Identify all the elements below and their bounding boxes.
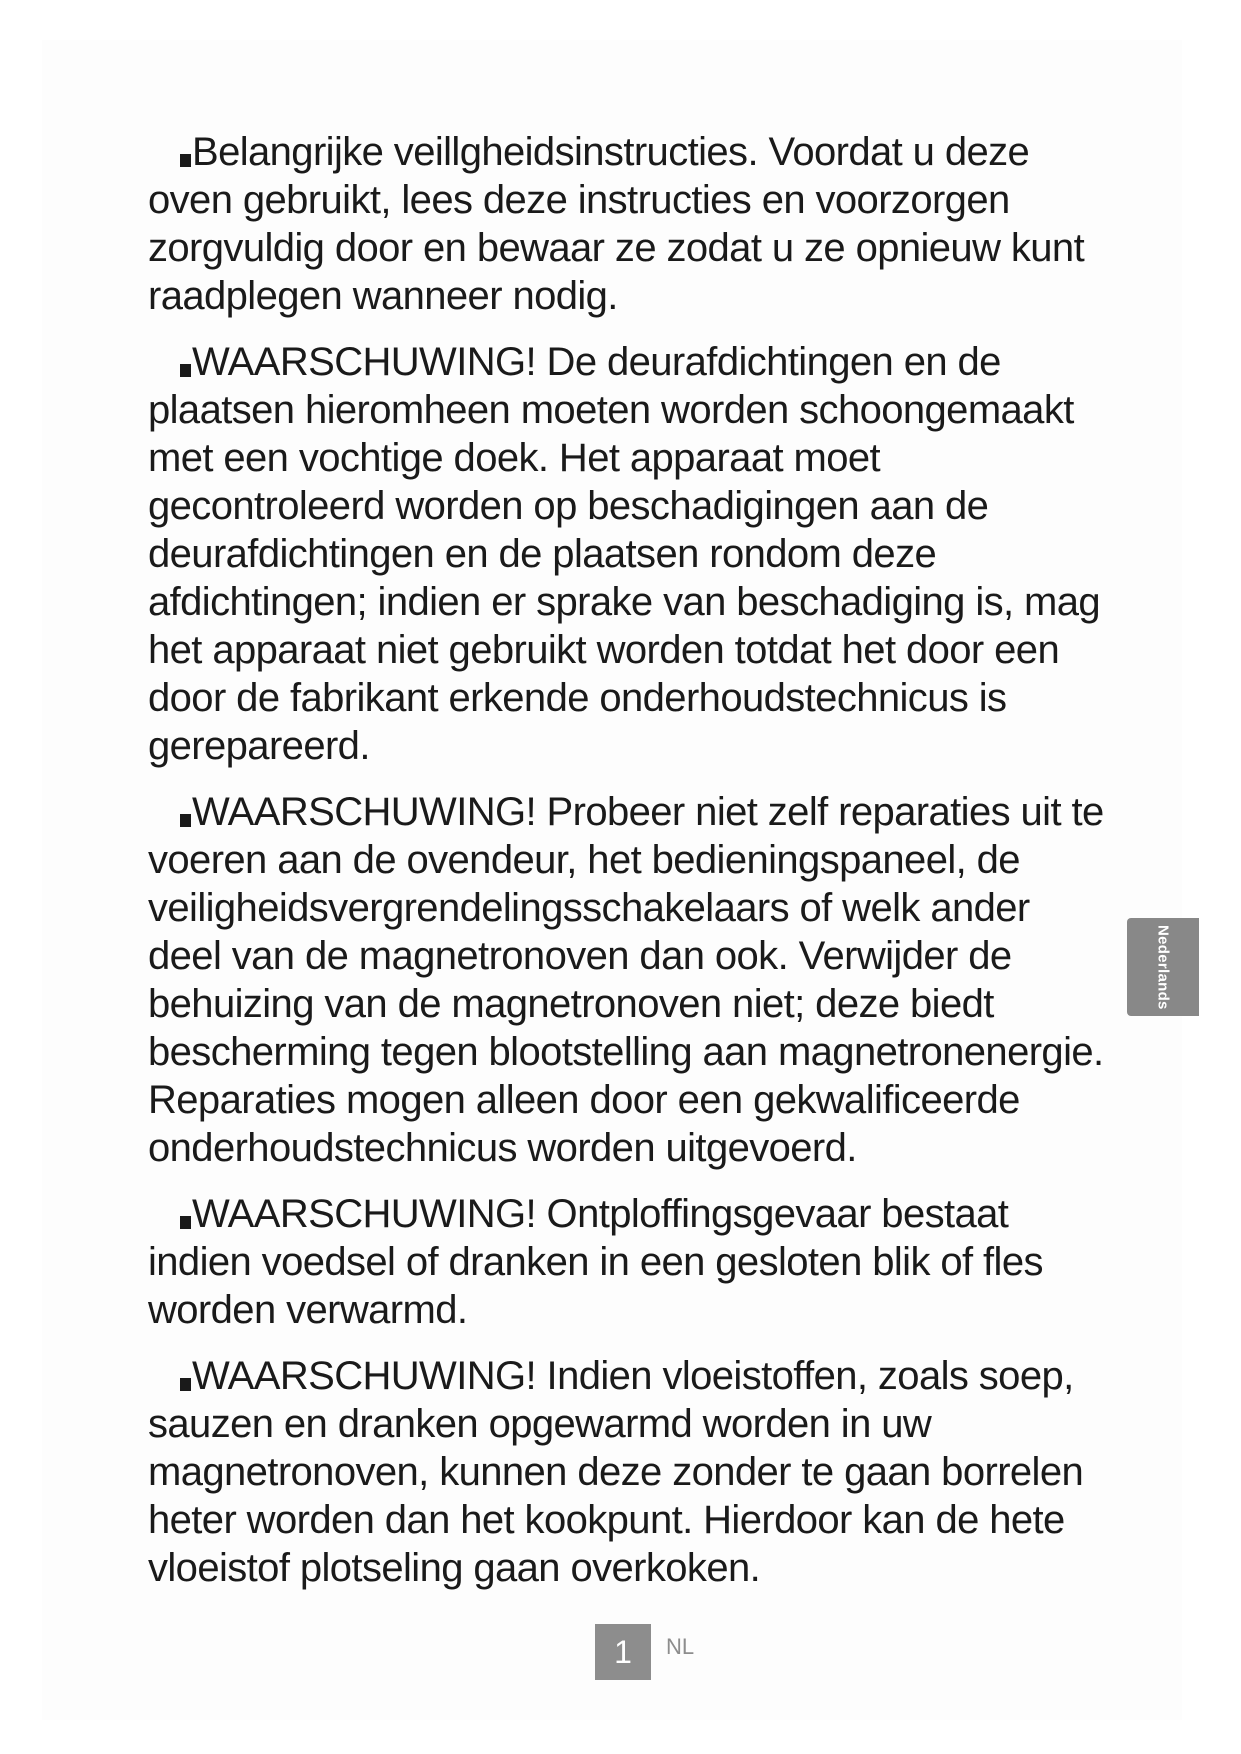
paragraph-warning-repairs: [148, 788, 1108, 1172]
square-bullet-icon: [180, 154, 191, 167]
paragraph-warning-liquids: [148, 1352, 1108, 1592]
square-bullet-icon: [180, 364, 191, 377]
paragraph-text: Belangrijke veillgheidsinstructies. Voordat u deze oven gebruikt, lees deze instructies en voorzorgen zorgvuldig door en bewaar ze zodat u ze opnieuw kunt raadplegen wanneer nodig.: [148, 130, 1085, 318]
square-bullet-icon: [180, 1378, 191, 1391]
paragraph-safety-intro: [148, 128, 1108, 320]
instructions-body: [148, 128, 1108, 1610]
page-number: 1: [595, 1624, 651, 1680]
paragraph-text: WAARSCHUWING! Probeer niet zelf reparaties uit te voeren aan de ovendeur, het bedieningspaneel, de veiligheidsvergrendelingsschakelaars of welk ander deel van de magnetronoven dan ook. Verwijder de behuizing van de magnetronoven niet; deze biedt bescherming tegen blootstelling aan magnetronenergie. Reparaties mogen alleen door een gekwalificeerde onderhoudstechnicus worden uitgevoerd.: [148, 790, 1104, 1170]
paragraph-text: WAARSCHUWING! De deurafdichtingen en de plaatsen hieromheen moeten worden schoongemaakt met een vochtige doek. Het apparaat moet gecontroleerd worden op beschadigingen aan de deurafdichtingen en de plaatsen rondom deze afdichtingen; indien er sprake van beschadiging is, mag het apparaat niet gebruikt worden totdat het door een door de fabrikant erkende onderhoudstechnicus is gerepareerd.: [148, 340, 1101, 768]
language-code: NL: [666, 1634, 695, 1659]
square-bullet-icon: [180, 814, 191, 827]
paragraph-warning-explosion: [148, 1190, 1108, 1334]
language-side-tab: [1127, 918, 1199, 1016]
language-side-tab-label: Nederlands: [1154, 924, 1172, 1010]
paragraph-text: WAARSCHUWING! Indien vloeistoffen, zoals soep, sauzen en dranken opgewarmd worden in uw magnetronoven, kunnen deze zonder te gaan borrelen heter worden dan het kookpunt. Hierdoor kan de hete vloeistof plotseling gaan overkoken.: [148, 1354, 1084, 1590]
paragraph-text: WAARSCHUWING! Ontploffingsgevaar bestaat indien voedsel of dranken in een gesloten blik of fles worden verwarmd.: [148, 1192, 1043, 1332]
paragraph-warning-door-seals: [148, 338, 1108, 770]
square-bullet-icon: [180, 1216, 191, 1229]
